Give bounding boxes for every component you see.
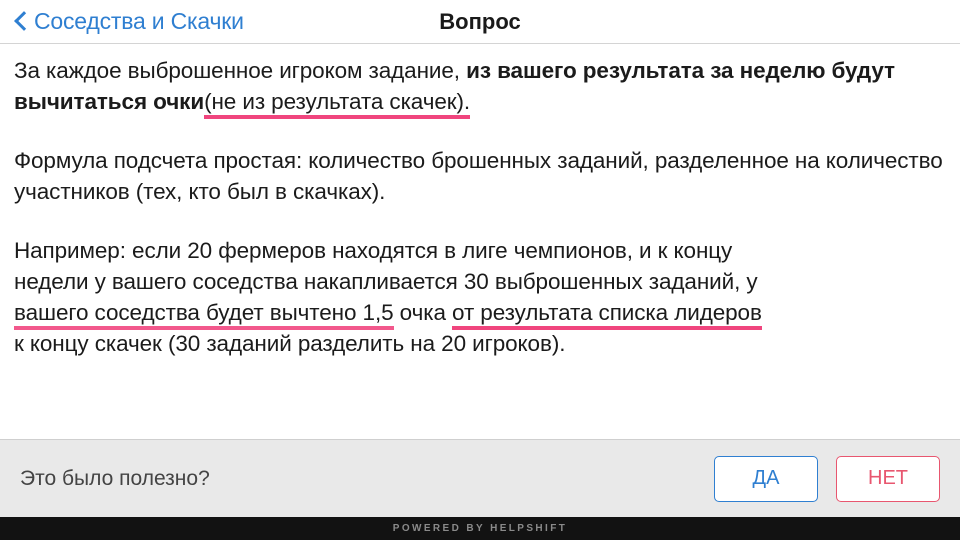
paragraph-2: Формула подсчета простая: количество брошенных заданий, разделенное на количество участников (тех, кто был в скачках). [14, 148, 943, 204]
paragraph-1 [14, 55, 946, 117]
powered-by-bar [0, 517, 960, 540]
feedback-question: Это было полезно? [20, 466, 210, 490]
paragraph-1-text-a: За каждое выброшенное игроком задание, [14, 58, 467, 83]
article-content [0, 45, 960, 439]
paragraph-3-highlight-2: от результата списка лидеров [452, 300, 762, 330]
paragraph-3-line-3-mid: очка [393, 300, 453, 325]
paragraph-3-line-4: к концу скачек (30 заданий разделить на 20 игроков). [14, 331, 566, 356]
back-button[interactable] [14, 8, 244, 35]
feedback-no-button[interactable]: НЕТ [836, 456, 940, 502]
feedback-bar [0, 439, 960, 517]
paragraph-3 [14, 235, 946, 359]
chevron-left-icon [14, 11, 28, 33]
feedback-yes-button[interactable]: ДА [714, 456, 818, 502]
app-header [0, 0, 960, 44]
back-button-label: Соседства и Скачки [34, 8, 244, 34]
powered-by-label: POWERED BY HELPSHIFT [392, 523, 568, 534]
page-title: Вопрос [439, 8, 521, 34]
paragraph-3-line-1: Например: если 20 фермеров находятся в лиге чемпионов, и к концу [14, 238, 733, 263]
paragraph-1-highlight: (не из результата скачек). [204, 89, 470, 119]
paragraph-3-highlight-1: вашего соседства будет вычтено 1,5 [14, 300, 394, 330]
paragraph-3-line-2: недели у вашего соседства накапливается 30 выброшенных заданий, у [14, 269, 758, 294]
paragraph-1-bold: из вашего результата за неделю будут вычитаться очки [14, 58, 895, 114]
